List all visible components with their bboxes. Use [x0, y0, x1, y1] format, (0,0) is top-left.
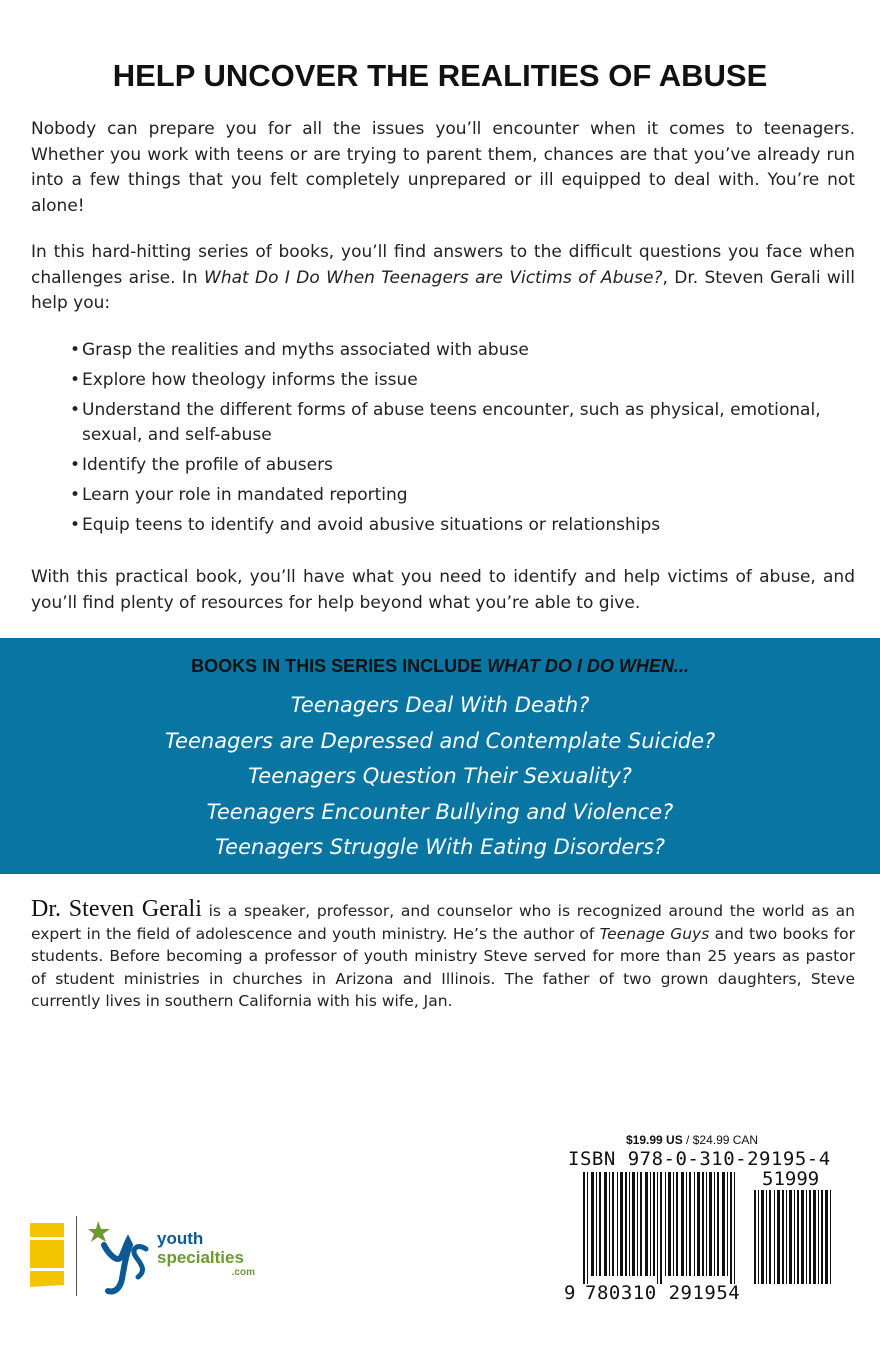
series-band-title: BOOKS IN THIS SERIES INCLUDE WHAT DO I DO WHEN... — [191, 656, 689, 676]
list-item: • Identify the profile of abusers — [70, 453, 850, 478]
series-book-title: Teenagers Struggle With Eating Disorders? — [214, 835, 666, 859]
author-bio: Dr. Steven Gerali is a speaker, professor, and counselor who is recognized around the world as an expert in the field of adolescence and youth ministry. He’s the author of Teenage Guys and two books for students. Before becoming a professor of youth ministry Steve served for more than 25 years as pastor of student ministries in churches in Arizona and Illinois. The father of two grown daughters, Steve currently lives in southern California with his wife, Jan. — [31, 896, 855, 1010]
youth-specialties-logo-icon — [88, 1219, 154, 1295]
bullet-icon: • — [70, 455, 81, 475]
series-paragraph — [31, 240, 855, 317]
bullet-icon: • — [70, 370, 81, 390]
publisher-name: youth specialties .com — [157, 1229, 255, 1278]
list-item: • Learn your role in mandated reporting — [70, 483, 850, 508]
series-book-title: Teenagers Deal With Death? — [290, 693, 590, 717]
series-book-title: Teenagers Encounter Bullying and Violence? — [206, 799, 674, 824]
bullet-icon: • — [70, 340, 81, 360]
bullet-icon: • — [70, 485, 81, 505]
price-label: $19.99 US / $24.99 CAN — [626, 1133, 759, 1147]
list-item: • Equip teens to identify and avoid abusive situations or relationships — [70, 513, 850, 538]
book-title-italic: What Do I Do When Teenagers are Victims of Abuse? — [204, 267, 663, 288]
closing-paragraph: With this practical book, you’ll have what you need to identify and help victims of abuse, and you’ll find plenty of resources for help beyond what you’re able to give. — [31, 567, 855, 613]
series-book-list — [0, 688, 880, 866]
zondervan-logo-icon — [30, 1223, 66, 1289]
series-band — [0, 638, 880, 874]
bullet-icon: • — [70, 400, 81, 420]
logo-divider — [76, 1216, 77, 1296]
barcode-addon-number: 51999 — [762, 1168, 820, 1190]
series-book-title: Teenagers Question Their Sexuality? — [248, 764, 632, 788]
bullet-icon: • — [70, 515, 81, 535]
list-item: • Grasp the realities and myths associated with abuse — [70, 338, 850, 363]
intro-paragraph: Nobody can prepare you for all the issues you’ll encounter when it comes to teenagers. Whether you work with teens or are trying to parent them, chances are that you’ve already run into a few things that you felt completely unprepared or ill equipped to deal with. You’re not alone! — [31, 119, 855, 216]
isbn-label: ISBN 978-0-310-29195-4 — [568, 1148, 831, 1170]
author-name: Dr. Steven Gerali — [31, 896, 202, 922]
barcode-number: 780310 291954 — [585, 1282, 741, 1304]
author-book-title: Teenage Guys — [599, 924, 710, 943]
list-item: • Explore how theology informs the issue — [70, 368, 850, 393]
headline: HELP UNCOVER THE REALITIES OF ABUSE — [112, 58, 768, 93]
list-item: • Understand the different forms of abuse teens encounter, such as physical, emotional, sexual, and self-abuse — [70, 400, 821, 445]
benefits-list — [70, 338, 850, 543]
series-paragraph-before: In this hard-hitting series of books, you’ll find answers to the difficult questions you face when challenges arise. In — [31, 242, 855, 288]
series-paragraph-after: , Dr. Steven Gerali will help you: — [31, 267, 855, 313]
barcode-lead-digit: 9 — [564, 1282, 576, 1304]
series-book-title: Teenagers are Depressed and Contemplate Suicide? — [164, 728, 716, 753]
